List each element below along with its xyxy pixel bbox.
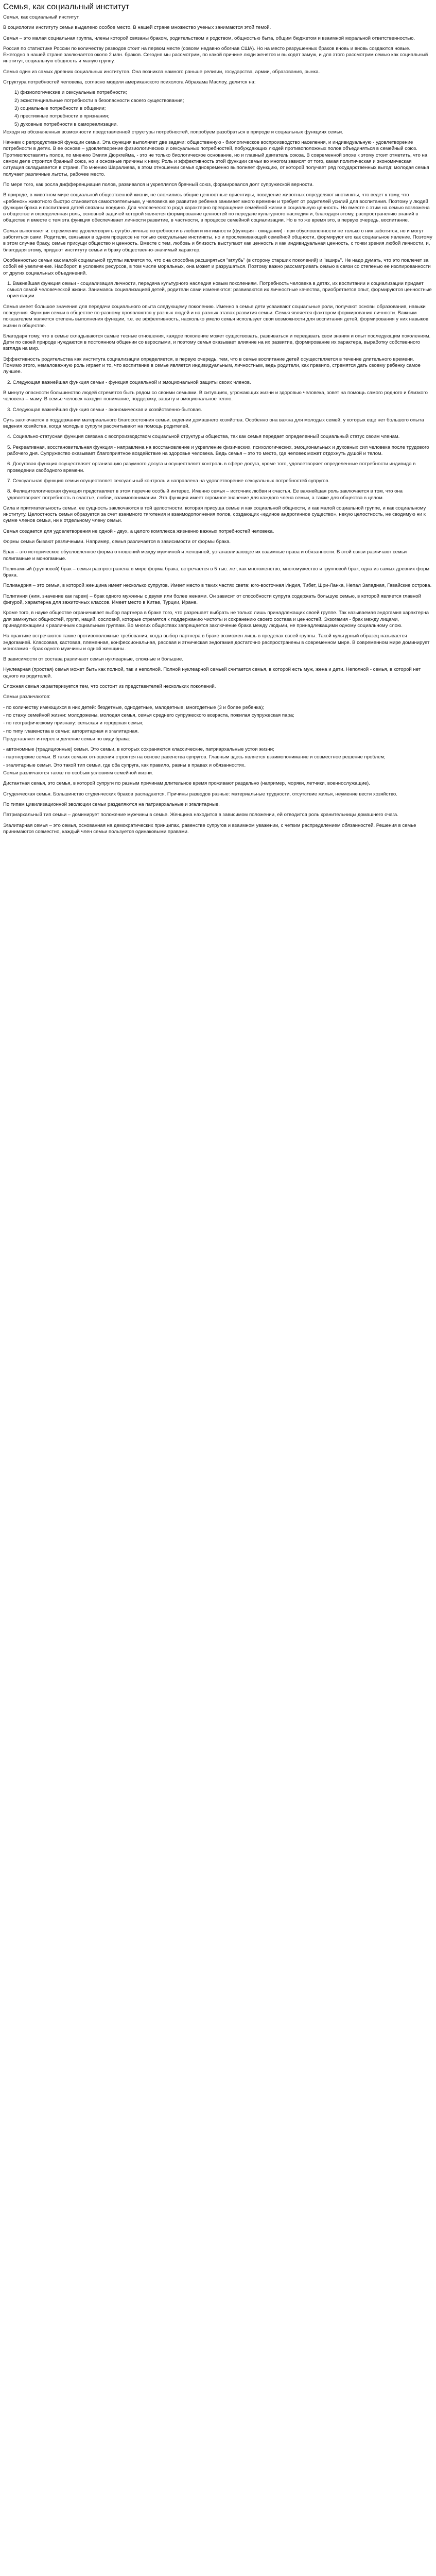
paragraph: 8. Фелицитологическая функция представляет в этом перечне особый интерес. Именно семья – источник любви и счастья. Ее важнейшая роль заключается в том, что она удовлетворяет потребность в счастье, любви, взаимопонимании. Эта функция имеет огромное значение для каждого члена семьи, а также для общества в целом.	[7, 488, 403, 501]
paragraph: В зависимости от состава различают семьи нуклеарные, сложные и большие.	[3, 656, 183, 663]
paragraph: Брак – это историческое обусловленное форма отношений между мужчиной и женщиной, устанавливающее их взаимные права и обязанности. В этой связи различают семьи полигамные и моногамные.	[3, 549, 407, 562]
page-title: Семья, как социальный институт	[3, 3, 130, 11]
paragraph: Сила и притягательность семьи, ее сущность заключаются в той целостности, которая присуща семье и как социальной общности, и как малой социальной группе, и как социальному институту. Целостность семьи образуется за счет взаимного тяготения и взаимодополнения полов, создающих «единое андрогинное существо», некую целостность, не сводимую ни к сумме членов семьи, ни к отдельному члену семьи.	[3, 505, 426, 524]
paragraph: В социологии институту семьи выделено особое место. В нашей стране множество ученых занимаются этой темой.	[3, 25, 271, 31]
paragraph: - по стажу семейной жизни: молодожены, молодая семья, семья среднего супружеского возраста, пожилая супружеская пара;	[3, 712, 294, 718]
paragraph: 3) социальные потребности в общении;	[14, 105, 106, 111]
paragraph: - по типу главенства в семье: авторитарная и эгалитарная.	[3, 728, 139, 734]
paragraph: 3. Следующая важнейшая функция семьи - экономическая и хозяйственно-бытовая.	[7, 406, 202, 413]
paragraph: Семья, как социальный институт.	[3, 14, 80, 20]
paragraph: По мере того, как росла дифференциация полов, развивался и укреплялся брачный союз, формировался долг супружеской верности.	[3, 181, 314, 188]
paragraph: Семья выполняет и: стремление удовлетворить сугубо личные потребности в любви и интимности (функция - ожидании) - при обусловленности не только о них заботятся, но и могут заботиться сами. Родители, связывая в одном процессе не только сексуальные инстинкты, но и прослеживающей семейной общности, формируют его как социальное явление. Поэтому в этом случае браку, семье присущи общество и ценность. Вместе с тем, любовь и близость выступают как ценность и как индивидуальная ценность, с точки зрения любой личности, и, благодаря этому, придают институту семьи и браку общественно-значимый характер.	[3, 228, 432, 253]
paragraph: - партнерские семьи. В таких семьях отношения строятся на основе равенства супругов. Главным здесь является взаимопонимание и совместное решение проблем;	[3, 754, 386, 760]
paragraph: Структура потребностей человека, согласно модели американского психолога Абрахама Маслоу, делится на:	[3, 79, 256, 86]
paragraph: - эгалитарные семьи. Это такой тип семьи, где оба супруга, как правило, равны в правах и обязанностях.	[3, 762, 246, 768]
paragraph: Полигиния (ним. значение как гарем) – брак одного мужчины с двумя или более женами. Он зависит от способности супруга содержать большую семью, в которой является главной фигурой, характерна для зажиточных классов. Имеет место в Китае, Турции, Иране.	[3, 593, 421, 606]
paragraph: Семья – это малая социальная группа, члены которой связаны браком, родительством и родством, общностью быта, общим бюджетом и взаимной моральной ответственностью.	[3, 35, 415, 41]
paragraph: 4. Социально-статусная функция связана с воспроизводством социальной структуры общества, так как семья передает определенный социальный статус своим членам.	[7, 434, 400, 440]
paragraph: Семья один из самых древних социальных институтов. Она возникла намного раньше религии, государства, армии, образования, рынка.	[3, 69, 320, 75]
paragraph: Семьи различаются:	[3, 694, 50, 700]
paragraph: В минуту опасности большинство людей стремятся быть рядом со своими семьями. В ситуациях, угрожающих жизни и здоровью человека, зовет на помощь самого родного и близкого человека – маму. В семье человек находит понимание, поддержку, защиту и эмоциональное тепло.	[3, 389, 428, 402]
paragraph: Россия по статистике России по количеству разводов стоит на первом месте (совсем недавно обогнав США). Но на место разрушенных браков вновь и вновь создаются новые. Ежегодно в нашей стране заключается около 2 млн. браков. Сегодня мы рассмотрим, по какой причине люди женятся и выходят замуж, и для этого рассмотрим семью как социальный институт, социальную общность и малую группу.	[3, 45, 428, 64]
paragraph: Представляет интерес и деление семьи по виду брака:	[3, 736, 130, 742]
paragraph: Эффективность родительства как института социализации определяется, в первую очередь, тем, что в семье воспитание детей осуществляется в течение длительного времени. Помимо этого, немаловажную роль играет и то, что воспитание в семье является индивидуальным, личностным, ведь родители, как правило, стремятся дать своему ребенку самое лучшее.	[3, 356, 421, 375]
paragraph: Кроме того, в науке обществе ограничивает выбор партнера в браке того, что разрешает выбрать не только лишь принадлежащих своей группе. Так называемая эндогамия характерна для замкнутых общностей, групп, наций, сословий, которые стремятся к поддержанию чистоты и сохранению своего состава и ценностей. Экзогамия - брак между лицами, принадлежащими к различным социальным группам. Во многих обществах запрещается заключение брака между людьми, не принадлежащими одному социальному слою.	[3, 610, 429, 629]
paragraph: Эгалитарная семья – это семья, основанная на демократических принципах, равенстве супругов и взаимном уважении, с четким распределением обязанностей. Решения в семье принимаются совместно, каждый член семьи пользуется одинаковыми правами.	[3, 822, 416, 835]
paragraph: - по географическому признаку: сельская и городская семьи;	[3, 720, 144, 726]
paragraph: 2) экзистенциальные потребности в безопасности своего существования;	[14, 97, 184, 104]
paragraph: Полиандрия – это семья, в которой женщина имеет несколько супругов. Имеет место в таких частях света: юго-восточная Индия, Тибет, Шри-Ланка, Непал Западная, Гавайские острова.	[3, 583, 432, 589]
paragraph: По типам цивилизационной эволюции семьи разделяются на патриархальные и эгалитарные.	[3, 801, 220, 807]
paragraph: 5) духовные потребности в самореализации.	[14, 121, 118, 127]
paragraph: 1. Важнейшая функция семьи - социализация личности, передача культурного наследия новым поколениям. Потребность человека в детях, их воспитании и социализации придает смысл самой человеческой жизни. Занимаясь социализацией детей, родители сами изменяются: развиваются их личностные качества, приобретается опыт, формируются ценностные ориентации.	[7, 280, 432, 299]
article-body	[3, 14, 433, 835]
paragraph: Формы семьи бывают различными. Например, семья различается в зависимости от формы брака.	[3, 539, 231, 545]
paragraph: Полигамный (групповой) брак – семья распространена в мире форма брака, встречается в 5 тыс. лет, как многоженство, многомужество и групповой брак, одна из самых древних форм брака.	[3, 566, 430, 579]
paragraph: Семьи различаются также по особым условиям семейной жизни.	[3, 770, 153, 776]
paragraph: 5. Рекреативная, восстановительная функция - направлена на восстановление и укрепление физических, психологических, эмоциональных и духовных сил человека после трудового рабочего дня. Супружество оказывает благоприятное воздействие на здоровье человека. Ведь семья – это то место, где человек может отдохнуть душой и телом.	[7, 444, 429, 457]
paragraph: Суть заключается в поддержании материального благосостояния семьи, ведении домашнего хозяйства. Особенно она важна для молодых семей, у которых еще нет большого опыта ведения хозяйства, когда молодые супруги рассчитывают на помощь родителей.	[3, 417, 424, 430]
paragraph: Студенческая семья. Большинство студенческих браков распадаются. Причины разводов разные: материальные трудности, отсутствие жилья, неумение вести хозяйство.	[3, 791, 397, 797]
paragraph: Нуклеарная (простая) семья может быть как полной, так и неполной. Полной нуклеарной семьей считается семья, в которой есть муж, жена и дети. Неполной - семья, в которой нет одного из родителей.	[3, 667, 421, 679]
paragraph: 4) престижные потребности в признании;	[14, 113, 110, 120]
paragraph: Семья имеет большое значение для передачи социального опыта следующему поколению. Именно в семье дети усваивают социальные роли, получают основы образования, навыки поведения. Функции семьи в обществе по-разному проявляются у разных людей и на разных этапах развития семьи. Семья является фактором формирования личности. Важным показателем является степень выполнения функции, т.е. ее эффективность, насколько умело семья использует свои возможности для воспитания детей, формирования у них навыков жизни в обществе.	[3, 303, 429, 329]
paragraph: В природе, в животном мире социальной общественной жизни, не сложились общие ценностные ориентиры, поведение животных определяют инстинкты, что ведет к тому, что «ребенок» животного быстро становится самостоятельным, у человека же развитие ребенка занимает много времени и требует от родителей усилий для воспитания. Поэтому у людей функции брака и воспитания детей связаны воедино. Для человеческого рода характерно превращение семейной жизни в социальную ценность. Но вместе с этим на семью возложена в обществе и определенная роль, основной задачей которой является формирование ценностей по передаче культурного наследия и, благодаря этому, распространению знаний в обществе и вместе с тем эта функция обеспечивает личности развитие, в частности, в процессе семейной социализации. Но в то же время это, в первую очередь, воспитание.	[3, 192, 430, 224]
paragraph: - по количеству имеющихся в них детей: бездетные, однодетные, малодетные, многодетные (3 и более ребенка);	[3, 704, 265, 710]
paragraph: 6. Досуговая функция осуществляет организацию разумного досуга и осуществляет контроль в сфере досуга, кроме того, удовлетворяет определенные потребности индивида в проведении свободного времени.	[7, 461, 416, 473]
paragraph: Сложная семья характеризуется тем, что состоит из представителей нескольких поколений.	[3, 684, 216, 690]
paragraph: - автономные (традиционные) семьи. Это семьи, в которых сохраняются классические, патриархальные устои жизни;	[3, 747, 274, 753]
paragraph: Начнем с репродуктивной функции семьи. Эта функция выполняет две задачи: общественную - биологическое воспроизводство населения, и индивидуальную - удовлетворение потребности в детях. В ее основе – удовлетворение физиологических и сексуальных потребностей, побуждающих людей противоположных полов объединяться в семейный союз. Противопоставлять полов, по мнению Эмиля Дюркгейма, - это не только биологическое основание, но и главный двигатель союза. В современной эпохе к этому стоит отметить, что на самом деле строится брачный союз, но и основные причины к нему. Роль и эффективность этой функции семьи во многом зависят от того, какая политическая и экономическая ситуация складывается в стране. По мнению Шаралиева, в этом отношении семья одновременно выполняет функцию, от которой получает ряд государственных выгод: молодая семья получает различные льготы, рабочее место.	[3, 140, 429, 177]
document-page	[0, 0, 436, 844]
paragraph: Семья создается для удовлетворения не одной - двух, а целого комплекса жизненно важных потребностей человека.	[3, 528, 274, 534]
paragraph: 7. Сексуальная функция семьи осуществляет сексуальный контроль и направлена на удовлетворение сексуальных потребностей супругов.	[7, 478, 330, 484]
paragraph: Исходя из обозначенных возможности представленной структуры потребностей, попробуем разобраться в природе и социальных функциях семьи.	[3, 129, 343, 135]
paragraph: 1) физиологические и сексуальные потребности;	[14, 90, 127, 96]
paragraph: 2. Следующая важнейшая функция семьи - функция социальной и эмоциональной защиты своих членов.	[7, 379, 251, 385]
paragraph: Дистантная семья, это семья, в которой супруги по разным причинам длительное время проживают раздельно (например, моряки, летчики, военнослужащие).	[3, 781, 370, 787]
paragraph: На практике встречаются также противоположные требования, когда выбор партнера в браке возможен лишь в пределах своей группы. Такой культурный образец называется эндогамией. Классовая, кастовая, племенная, конфессиональная, расовая и этническая эндогамия достаточно распространены в современном мире. В современном мире доминирует моногамия - брак одного мужчины и одной женщины.	[3, 633, 430, 652]
paragraph: Благодаря тому, что в семье складываются самые тесные отношения, каждое поколение может существовать, развиваться и передавать свои знания и опыт последующим поколениям. Дети по своей природе нуждаются в постоянном общении со взрослыми, и поэтому семья оказывает влияние на их развитие, формирование их характера, выработку собственного взгляда на мир.	[3, 333, 431, 352]
paragraph: Патриархальный тип семьи – доминирует положение мужчины в семье. Женщина находится в зависимом положении, ей отводится роль хранительницы домашнего очага.	[3, 812, 398, 818]
paragraph: Особенностью семьи как малой социальной группы является то, что она способна расширяться "вглубь" (в сторону старших поколений) и "вширь". Не надо думать, что это повлечет за собой её увеличение. Наоборот, в условиях ресурсов, в том числе моральных, она может и разрушаться. Поэтому важно рассматривать семью в связи со степенью ее изолированности от других социальных объединений.	[3, 257, 431, 276]
